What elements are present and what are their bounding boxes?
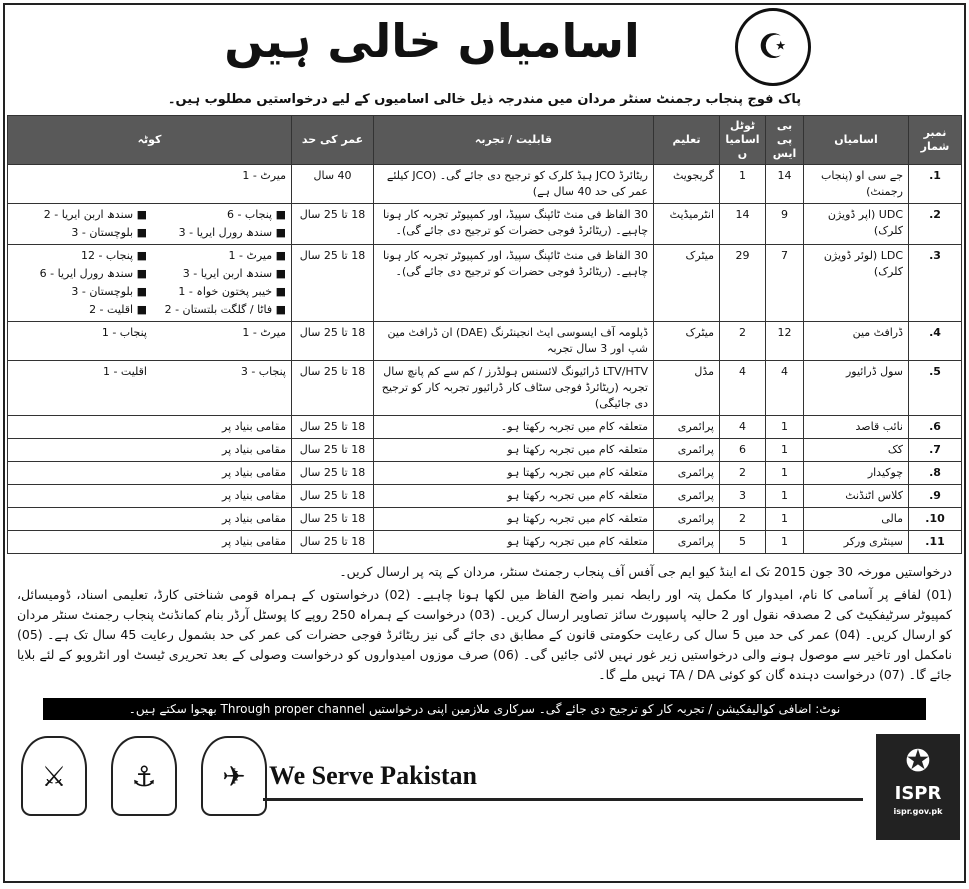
- quota-item: ■ بلوچستان - 3: [71, 285, 147, 298]
- cell-no: 6.: [909, 416, 962, 439]
- cell-bps: 1: [766, 508, 804, 531]
- cell-bps: 1: [766, 416, 804, 439]
- cell-edu: پرائمری: [654, 416, 720, 439]
- quota-list: [13, 364, 286, 380]
- quota-item: ■ سندھ اربن ایریا - 3: [182, 267, 286, 280]
- cell-qual: 30 الفاظ فی منٹ ٹائپنگ سپیڈ، اور کمپیوٹر تجربہ کار ہونا چاہیے۔ (ریٹائرڈ فوجی حضرات کو ترجیح دی جائے گی)۔: [374, 204, 654, 245]
- cell-total: 4: [720, 416, 766, 439]
- quota-item: میرٹ - 1: [242, 169, 286, 182]
- cell-post: سینٹری ورکر: [804, 531, 909, 554]
- cell-quota: [8, 322, 292, 361]
- cell-edu: پرائمری: [654, 508, 720, 531]
- cell-no: 3.: [909, 245, 962, 322]
- column-header: کوٹہ: [8, 116, 292, 165]
- table-row: [8, 485, 962, 508]
- quota-list: [13, 534, 286, 550]
- cell-post: ڈرافٹ مین: [804, 322, 909, 361]
- services-logos: [21, 736, 267, 816]
- vacancies-table: [7, 115, 962, 554]
- quota-list: [13, 465, 286, 481]
- cell-qual: متعلقہ کام میں تجربہ رکھتا ہو۔: [374, 416, 654, 439]
- slogan: We Serve Pakistan: [269, 761, 477, 790]
- army-logo-icon: ⚔: [21, 736, 87, 816]
- cell-post: UDC (اپر ڈویژن کلرک): [804, 204, 909, 245]
- cell-age: 18 تا 25 سال: [292, 416, 374, 439]
- ispr-emblem-icon: ✪: [905, 744, 931, 779]
- cell-age: 18 تا 25 سال: [292, 322, 374, 361]
- cell-age: 18 تا 25 سال: [292, 245, 374, 322]
- cell-bps: 1: [766, 439, 804, 462]
- table-row: [8, 508, 962, 531]
- air-force-logo-icon: ✈: [201, 736, 267, 816]
- column-header: ٹوٹل اسامیاں: [720, 116, 766, 165]
- column-header: اسامیاں: [804, 116, 909, 165]
- cell-edu: پرائمری: [654, 485, 720, 508]
- cell-post: کک: [804, 439, 909, 462]
- column-header: نمبر شمار: [909, 116, 962, 165]
- cell-quota: [8, 416, 292, 439]
- cell-post: سول ڈرائیور: [804, 361, 909, 416]
- table-row: [8, 416, 962, 439]
- quota-item: ■ پنجاب - 6: [226, 208, 286, 221]
- cell-no: 1.: [909, 165, 962, 204]
- cell-post: مالی: [804, 508, 909, 531]
- cell-quota: [8, 485, 292, 508]
- table-row: [8, 462, 962, 485]
- cell-bps: 1: [766, 485, 804, 508]
- quota-item: پنجاب - 3: [240, 365, 286, 378]
- cell-qual: متعلقہ کام میں تجربہ رکھتا ہو: [374, 462, 654, 485]
- cell-edu: پرائمری: [654, 531, 720, 554]
- subtitle: پاک فوج پنجاب رجمنٹ سنٹر مردان میں مندرجہ ذیل خالی اسامیوں کے لیے درخواستیں مطلوب ہیں۔: [7, 89, 962, 115]
- cell-quota: [8, 204, 292, 245]
- cell-quota: [8, 462, 292, 485]
- quota-item: ■ فاٹا / گلگت بلتستان - 2: [164, 303, 286, 316]
- quota-item: میرٹ - 1: [242, 326, 286, 339]
- quota-item: اقلیت - 1: [102, 365, 147, 378]
- header: [7, 5, 962, 89]
- note-bar: نوٹ: اضافی کوالیفکیشن / تجربہ کار کو ترجیح دی جائے گی۔ سرکاری ملازمین اپنی درخواستیں Through proper channel بھجوا سکتے ہیں۔: [43, 698, 926, 720]
- column-header: بی پی ایس: [766, 116, 804, 165]
- cell-edu: پرائمری: [654, 439, 720, 462]
- header-row: [8, 116, 962, 165]
- cell-total: 5: [720, 531, 766, 554]
- table-row: [8, 245, 962, 322]
- cell-edu: مڈل: [654, 361, 720, 416]
- cell-no: 9.: [909, 485, 962, 508]
- navy-logo-icon: ⚓: [111, 736, 177, 816]
- cell-no: 8.: [909, 462, 962, 485]
- ispr-label: ISPR: [894, 783, 942, 804]
- quota-item: مقامی بنیاد پر: [222, 443, 286, 456]
- cell-edu: انٹرمیڈیٹ: [654, 204, 720, 245]
- cell-qual: 30 الفاظ فی منٹ ٹائپنگ سپیڈ، اور کمپیوٹر تجربہ کار ہونا چاہیے۔ (ریٹائرڈ فوجی حضرات کو ترجیح دی جائے گی)۔: [374, 245, 654, 322]
- divider: [263, 798, 863, 801]
- cell-quota: [8, 361, 292, 416]
- cell-qual: متعلقہ کام میں تجربہ رکھتا ہو: [374, 439, 654, 462]
- ispr-logo: [876, 734, 960, 840]
- quota-item: ■ سندھ رورل ایریا - 3: [178, 226, 286, 239]
- cell-age: 18 تا 25 سال: [292, 439, 374, 462]
- quota-item: مقامی بنیاد پر: [222, 420, 286, 433]
- cell-total: 6: [720, 439, 766, 462]
- cell-qual: متعلقہ کام میں تجربہ رکھتا ہو: [374, 531, 654, 554]
- footer: [7, 734, 962, 846]
- quota-list: [13, 248, 286, 318]
- cell-qual: ڈپلومہ آف ایسوسی ایٹ انجینئرنگ (DAE) ان ڈرافٹ مین شپ اور 3 سال تجربہ: [374, 322, 654, 361]
- column-header: قابلیت / تجربہ: [374, 116, 654, 165]
- cell-edu: میٹرک: [654, 245, 720, 322]
- cell-age: 18 تا 25 سال: [292, 204, 374, 245]
- column-header: عمر کی حد: [292, 116, 374, 165]
- cell-no: 5.: [909, 361, 962, 416]
- cell-age: 18 تا 25 سال: [292, 361, 374, 416]
- cell-bps: 7: [766, 245, 804, 322]
- quota-list: [13, 207, 286, 241]
- cell-age: 18 تا 25 سال: [292, 508, 374, 531]
- quota-item: ■ پنجاب - 12: [80, 249, 147, 262]
- cell-post: LDC (لوئر ڈویژن کلرک): [804, 245, 909, 322]
- quota-item: ■ سندھ اربن ایریا - 2: [43, 208, 147, 221]
- quota-item: پنجاب - 1: [101, 326, 147, 339]
- quota-item: مقامی بنیاد پر: [222, 512, 286, 525]
- page-title: اسامیاں خالی ہیں: [224, 14, 640, 68]
- table-row: [8, 165, 962, 204]
- cell-bps: 14: [766, 165, 804, 204]
- cell-edu: گریجویٹ: [654, 165, 720, 204]
- quota-item: ■ بلوچستان - 3: [71, 226, 147, 239]
- cell-bps: 4: [766, 361, 804, 416]
- cell-no: 2.: [909, 204, 962, 245]
- cell-total: 1: [720, 165, 766, 204]
- quota-item: مقامی بنیاد پر: [222, 535, 286, 548]
- cell-total: 4: [720, 361, 766, 416]
- quota-list: [13, 325, 286, 341]
- cell-total: 3: [720, 485, 766, 508]
- cell-bps: 1: [766, 462, 804, 485]
- quota-list: [13, 511, 286, 527]
- cell-qual: ریٹائرڈ JCO ہیڈ کلرک کو ترجیح دی جائے گی۔ (JCO کیلئے عمر کی حد 40 سال ہے): [374, 165, 654, 204]
- quota-item: مقامی بنیاد پر: [222, 466, 286, 479]
- quota-item: مقامی بنیاد پر: [222, 489, 286, 502]
- ad-frame: [3, 3, 966, 883]
- cell-qual: متعلقہ کام میں تجربہ رکھتا ہو: [374, 485, 654, 508]
- quota-list: [13, 419, 286, 435]
- cell-quota: [8, 245, 292, 322]
- cell-total: 2: [720, 508, 766, 531]
- cell-no: 10.: [909, 508, 962, 531]
- cell-quota: [8, 165, 292, 204]
- cell-bps: 1: [766, 531, 804, 554]
- instructions: [17, 562, 952, 688]
- column-header: تعلیم: [654, 116, 720, 165]
- cell-post: نائب قاصد: [804, 416, 909, 439]
- cell-total: 2: [720, 462, 766, 485]
- ispr-url: ispr.gov.pk: [893, 807, 943, 816]
- cell-age: 40 سال: [292, 165, 374, 204]
- cell-post: کلاس اٹنڈنٹ: [804, 485, 909, 508]
- instructions-intro: درخواستیں مورخہ 30 جون 2015 تک اے اینڈ کیو ایم جی آفس آف پنجاب رجمنٹ سنٹر، مردان کے پتہ پر ارسال کریں۔: [339, 564, 952, 579]
- table-row: [8, 204, 962, 245]
- cell-no: 7.: [909, 439, 962, 462]
- cell-quota: [8, 531, 292, 554]
- cell-age: 18 تا 25 سال: [292, 485, 374, 508]
- instructions-body: (01) لفافے پر آسامی کا نام، امیدوار کا مکمل پتہ اور رابطہ نمبر واضح الفاظ میں لکھا ہونا چاہیے۔ (02) درخواستوں کے ہمراہ قومی شناختی کارڈ، تعلیمی اسناد، ڈومیسائل، کمپیوٹر سرٹیفکیٹ کی 2 مصدقہ نقول اور 2 حالیہ پاسپورٹ سائز تصاویر ارسال کریں۔ (03) درخواست کے ہمراہ 250 روپے کا پوسٹل آرڈر بنام کمانڈنٹ پنجاب رجمنٹ سنٹر مردان کو ارسال کریں۔ (04) عمر کی حد میں 5 سال کی رعایت حکومتی قانون کے مطابق دی جائے گی نیز ریٹائرڈ فوجی حضرات کی عمر کی حد بشمول رعایت 45 سال تک ہے۔ (05) نامکمل اور تاخیر سے موصول ہونے والی درخواستیں زیر غور نہیں لائی جائیں گی۔ (06) صرف موزوں امیدواروں کو درخواست وصولی کے بعد تحریری ٹیسٹ اور انٹرویو کے لئے بلایا جائے گا۔ (07) درخواست دہندہ گان کو کوئی TA / DA نہیں ملے گا۔: [17, 587, 953, 682]
- cell-quota: [8, 508, 292, 531]
- cell-total: 2: [720, 322, 766, 361]
- cell-bps: 12: [766, 322, 804, 361]
- regiment-emblem-icon: ☪: [735, 8, 811, 86]
- quota-list: [13, 168, 286, 184]
- cell-edu: پرائمری: [654, 462, 720, 485]
- cell-edu: میٹرک: [654, 322, 720, 361]
- table-row: [8, 361, 962, 416]
- table-row: [8, 531, 962, 554]
- quota-item: ■ اقلیت - 2: [89, 303, 147, 316]
- cell-age: 18 تا 25 سال: [292, 531, 374, 554]
- quota-item: ■ میرٹ - 1: [228, 249, 286, 262]
- quota-item: ■ سندھ رورل ایریا - 6: [39, 267, 147, 280]
- cell-age: 18 تا 25 سال: [292, 462, 374, 485]
- cell-post: چوکیدار: [804, 462, 909, 485]
- cell-post: جے سی او (پنجاب رجمنٹ): [804, 165, 909, 204]
- table-row: [8, 322, 962, 361]
- table-row: [8, 439, 962, 462]
- quota-list: [13, 488, 286, 504]
- cell-qual: LTV/HTV ڈرائیونگ لائسنس ہولڈرز / کم سے کم پانچ سال تجربہ (ریٹائرڈ فوجی سٹاف کار ڈرائیور تجربہ کار کو ترجیح دی جائیگی): [374, 361, 654, 416]
- cell-no: 11.: [909, 531, 962, 554]
- cell-bps: 9: [766, 204, 804, 245]
- cell-no: 4.: [909, 322, 962, 361]
- quota-list: [13, 442, 286, 458]
- cell-quota: [8, 439, 292, 462]
- quota-item: ■ خیبر پختون خواہ - 1: [178, 285, 286, 298]
- cell-total: 29: [720, 245, 766, 322]
- cell-qual: متعلقہ کام میں تجربہ رکھتا ہو: [374, 508, 654, 531]
- cell-total: 14: [720, 204, 766, 245]
